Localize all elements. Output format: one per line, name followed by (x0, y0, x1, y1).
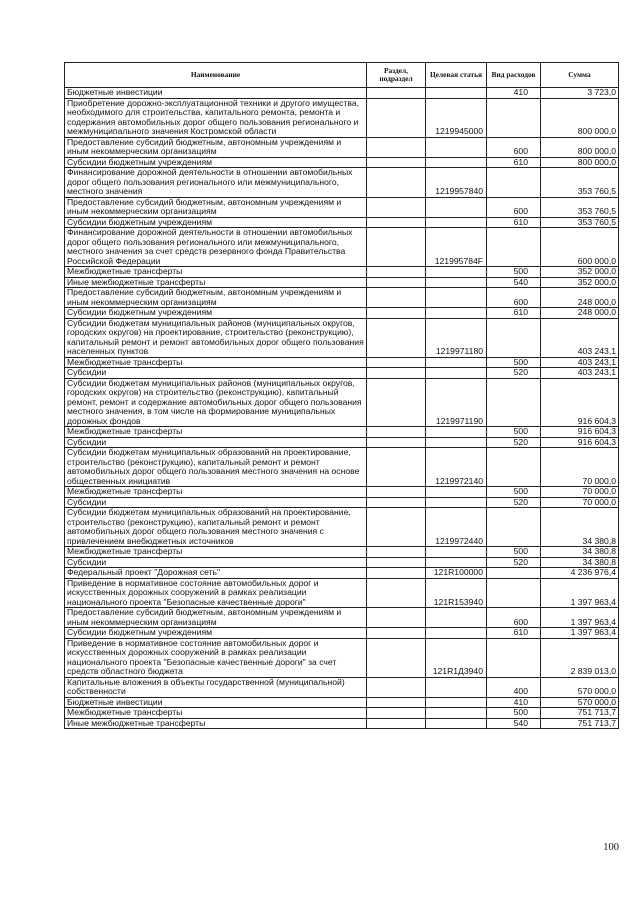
table-row (65, 368, 619, 379)
cell-sum: 2 839 013,0 (541, 638, 619, 677)
table-row (65, 547, 619, 558)
cell-section (367, 88, 426, 99)
cell-name: Федеральный проект "Дорожная сеть" (65, 568, 367, 579)
cell-type: 520 (487, 497, 541, 508)
cell-target: 121R153940 (426, 578, 487, 608)
table-row (65, 638, 619, 677)
cell-section (367, 547, 426, 558)
table-row (65, 137, 619, 157)
cell-name: Предоставление субсидий бюджетным, автономным учреждениям и иным некоммерческим организациям (65, 608, 367, 628)
cell-name: Приобретение дорожно-эксплуатационной техники и другого имущества, необходимого для строительства, капитального ремонта, ремонта и содержания автомобильных дорог общего пользования регионального и межмуниципального значения Костромской области (65, 98, 367, 137)
cell-name: Бюджетные инвестиции (65, 697, 367, 708)
cell-type (487, 378, 541, 427)
cell-sum: 353 760,5 (541, 168, 619, 198)
cell-type (487, 318, 541, 357)
cell-sum: 916 604,3 (541, 378, 619, 427)
cell-section (367, 638, 426, 677)
cell-type (487, 228, 541, 267)
table-row (65, 267, 619, 278)
table-row (65, 98, 619, 137)
cell-target (426, 547, 487, 558)
cell-target (426, 497, 487, 508)
cell-type: 520 (487, 368, 541, 379)
cell-name: Финансирование дорожной деятельности в отношении автомобильных дорог общего пользования регионального или межмуниципального, местного значения (65, 168, 367, 198)
header-target: Целевая статья (426, 63, 487, 88)
cell-name: Субсидии бюджетным учреждениям (65, 308, 367, 319)
cell-sum: 34 380,8 (541, 557, 619, 568)
cell-type: 520 (487, 437, 541, 448)
table-row (65, 568, 619, 579)
cell-sum: 403 243,1 (541, 357, 619, 368)
table-row (65, 718, 619, 729)
table-row (65, 677, 619, 697)
cell-type: 610 (487, 157, 541, 168)
cell-target: 121R100000 (426, 568, 487, 579)
cell-section (367, 437, 426, 448)
cell-target (426, 217, 487, 228)
table-row (65, 217, 619, 228)
cell-name: Субсидии бюджетам муниципальных образований на проектирование, строительство (реконструкцию), капитальный ремонт и ремонт автомобильных дорог общего пользования местного значения с привлечением внебюджетных источников (65, 508, 367, 547)
cell-name: Предоставление субсидий бюджетным, автономным учреждениям и иным некоммерческим организациям (65, 137, 367, 157)
cell-section (367, 578, 426, 608)
cell-target (426, 557, 487, 568)
table-row (65, 437, 619, 448)
cell-section (367, 267, 426, 278)
cell-target: 1219971190 (426, 378, 487, 427)
cell-type: 600 (487, 288, 541, 308)
cell-type: 610 (487, 217, 541, 228)
table-row (65, 497, 619, 508)
cell-section (367, 697, 426, 708)
cell-target (426, 427, 487, 438)
cell-sum: 34 380,8 (541, 547, 619, 558)
cell-sum: 570 000,0 (541, 697, 619, 708)
cell-type: 520 (487, 557, 541, 568)
cell-sum: 3 723,0 (541, 88, 619, 99)
cell-section (367, 277, 426, 288)
cell-section (367, 357, 426, 368)
cell-section (367, 608, 426, 628)
cell-target (426, 357, 487, 368)
cell-section (367, 137, 426, 157)
table-row (65, 168, 619, 198)
cell-name: Межбюджетные трансферты (65, 487, 367, 498)
cell-section (367, 228, 426, 267)
cell-section (367, 568, 426, 579)
cell-type (487, 578, 541, 608)
table-row (65, 427, 619, 438)
budget-table (64, 62, 619, 729)
cell-sum: 352 000,0 (541, 267, 619, 278)
cell-name: Межбюджетные трансферты (65, 427, 367, 438)
cell-name: Субсидии бюджетам муниципальных районов (муниципальных округов, городских округов) на строительство (реконструкцию), капитальный ремонт, ремонт и содержание автомобильных дорог общего пользования местного значения, в том числе на формирование муниципальных дорожных фондов (65, 378, 367, 427)
cell-target (426, 288, 487, 308)
cell-sum: 352 000,0 (541, 277, 619, 288)
cell-name: Приведение в нормативное состояние автомобильных дорог и искусственных дорожных сооружений в рамках реализации национального проекта "Безопасные качественные дороги" (65, 578, 367, 608)
cell-type (487, 448, 541, 487)
cell-section (367, 718, 426, 729)
cell-name: Субсидии (65, 557, 367, 568)
cell-type (487, 168, 541, 198)
cell-target: 1219972440 (426, 508, 487, 547)
cell-name: Субсидии (65, 368, 367, 379)
cell-target (426, 718, 487, 729)
cell-sum: 248 000,0 (541, 288, 619, 308)
cell-target (426, 487, 487, 498)
cell-type: 610 (487, 308, 541, 319)
cell-target (426, 157, 487, 168)
table-row (65, 448, 619, 487)
cell-target: 121R1Д3940 (426, 638, 487, 677)
cell-name: Иные межбюджетные трансферты (65, 718, 367, 729)
cell-section (367, 308, 426, 319)
cell-section (367, 168, 426, 198)
cell-target (426, 437, 487, 448)
cell-target: 1219957840 (426, 168, 487, 198)
cell-type: 540 (487, 718, 541, 729)
cell-name: Субсидии бюджетным учреждениям (65, 217, 367, 228)
table-row (65, 487, 619, 498)
cell-section (367, 487, 426, 498)
cell-name: Субсидии бюджетным учреждениям (65, 157, 367, 168)
cell-type: 610 (487, 628, 541, 639)
cell-name: Финансирование дорожной деятельности в отношении автомобильных дорог общего пользования регионального или межмуниципального, местного значения за счет средств резервного фонда Правительства Российской Федерации (65, 228, 367, 267)
cell-sum: 800 000,0 (541, 157, 619, 168)
cell-section (367, 708, 426, 719)
table-row (65, 157, 619, 168)
cell-type: 500 (487, 487, 541, 498)
cell-sum: 600 000,0 (541, 228, 619, 267)
cell-sum: 403 243,1 (541, 368, 619, 379)
cell-target: 1219971180 (426, 318, 487, 357)
page-number: 100 (603, 842, 619, 853)
cell-sum: 34 380,8 (541, 508, 619, 547)
cell-type: 410 (487, 697, 541, 708)
cell-type (487, 638, 541, 677)
table-row (65, 697, 619, 708)
cell-type: 500 (487, 267, 541, 278)
cell-target (426, 267, 487, 278)
header-name: Наименование (65, 63, 367, 88)
cell-target (426, 197, 487, 217)
cell-target (426, 137, 487, 157)
header-sum: Сумма (541, 63, 619, 88)
table-row (65, 378, 619, 427)
header-type: Вид расходов (487, 63, 541, 88)
cell-sum: 353 760,5 (541, 217, 619, 228)
cell-name: Субсидии (65, 437, 367, 448)
cell-section (367, 288, 426, 308)
cell-name: Субсидии бюджетам муниципальных образований на проектирование, строительство (реконструкцию), капитальный ремонт и ремонт автомобильных дорог общего пользования местного значения на основе общественных инициатив (65, 448, 367, 487)
cell-sum: 1 397 963,4 (541, 608, 619, 628)
cell-section (367, 497, 426, 508)
cell-name: Предоставление субсидий бюджетным, автономным учреждениям и иным некоммерческим организациям (65, 197, 367, 217)
cell-target: 1219945000 (426, 98, 487, 137)
table-row (65, 288, 619, 308)
cell-sum: 70 000,0 (541, 497, 619, 508)
cell-type: 500 (487, 708, 541, 719)
table-row (65, 508, 619, 547)
cell-sum: 1 397 963,4 (541, 628, 619, 639)
cell-name: Капитальные вложения в объекты государственной (муниципальной) собственности (65, 677, 367, 697)
cell-sum: 751 713,7 (541, 708, 619, 719)
cell-target (426, 677, 487, 697)
cell-sum: 4 236 976,4 (541, 568, 619, 579)
cell-sum: 353 760,5 (541, 197, 619, 217)
table-header-row (65, 63, 619, 88)
cell-target (426, 368, 487, 379)
cell-type (487, 98, 541, 137)
cell-type (487, 508, 541, 547)
cell-sum: 751 713,7 (541, 718, 619, 729)
cell-section (367, 157, 426, 168)
cell-name: Межбюджетные трансферты (65, 357, 367, 368)
cell-target: 121995784F (426, 228, 487, 267)
cell-sum: 916 604,3 (541, 437, 619, 448)
table-row (65, 197, 619, 217)
cell-section (367, 217, 426, 228)
cell-type: 500 (487, 357, 541, 368)
cell-section (367, 628, 426, 639)
cell-target (426, 608, 487, 628)
table-body (65, 88, 619, 729)
cell-sum: 916 604,3 (541, 427, 619, 438)
cell-target (426, 308, 487, 319)
cell-section (367, 368, 426, 379)
table-row (65, 708, 619, 719)
cell-target: 1219972140 (426, 448, 487, 487)
cell-section (367, 98, 426, 137)
cell-sum: 800 000,0 (541, 98, 619, 137)
cell-name: Межбюджетные трансферты (65, 267, 367, 278)
cell-section (367, 557, 426, 568)
cell-type: 400 (487, 677, 541, 697)
cell-type (487, 568, 541, 579)
cell-name: Приведение в нормативное состояние автомобильных дорог и искусственных дорожных сооружений в рамках реализации национального проекта "Безопасные качественные дороги" за счет средств областного бюджета (65, 638, 367, 677)
cell-type: 600 (487, 608, 541, 628)
table-row (65, 88, 619, 99)
cell-section (367, 427, 426, 438)
cell-type: 410 (487, 88, 541, 99)
cell-section (367, 378, 426, 427)
cell-sum: 800 000,0 (541, 137, 619, 157)
cell-sum: 70 000,0 (541, 487, 619, 498)
cell-type: 540 (487, 277, 541, 288)
cell-sum: 403 243,1 (541, 318, 619, 357)
cell-name: Предоставление субсидий бюджетным, автономным учреждениям и иным некоммерческим организациям (65, 288, 367, 308)
cell-target (426, 708, 487, 719)
cell-type: 500 (487, 547, 541, 558)
cell-name: Межбюджетные трансферты (65, 547, 367, 558)
table-row (65, 228, 619, 267)
table-row (65, 357, 619, 368)
cell-target (426, 277, 487, 288)
cell-section (367, 508, 426, 547)
table-row (65, 557, 619, 568)
cell-target (426, 697, 487, 708)
table-row (65, 608, 619, 628)
cell-type: 600 (487, 197, 541, 217)
cell-section (367, 197, 426, 217)
cell-name: Субсидии бюджетам муниципальных районов (муниципальных округов, городских округов) на проектирование, строительство (реконструкцию), капитальный ремонт и ремонт автомобильных дорог общего пользования населенных пунктов (65, 318, 367, 357)
cell-name: Бюджетные инвестиции (65, 88, 367, 99)
table-row (65, 308, 619, 319)
table-row (65, 318, 619, 357)
table-row (65, 277, 619, 288)
table-row (65, 578, 619, 608)
cell-section (367, 677, 426, 697)
cell-target (426, 88, 487, 99)
cell-type: 500 (487, 427, 541, 438)
table-row (65, 628, 619, 639)
header-section: Раздел, подраздел (367, 63, 426, 88)
cell-sum: 248 000,0 (541, 308, 619, 319)
cell-name: Межбюджетные трансферты (65, 708, 367, 719)
cell-name: Субсидии бюджетным учреждениям (65, 628, 367, 639)
cell-target (426, 628, 487, 639)
cell-sum: 1 397 963,4 (541, 578, 619, 608)
cell-sum: 570 000,0 (541, 677, 619, 697)
cell-section (367, 318, 426, 357)
cell-type: 600 (487, 137, 541, 157)
cell-section (367, 448, 426, 487)
cell-sum: 70 000,0 (541, 448, 619, 487)
cell-name: Субсидии (65, 497, 367, 508)
cell-name: Иные межбюджетные трансферты (65, 277, 367, 288)
